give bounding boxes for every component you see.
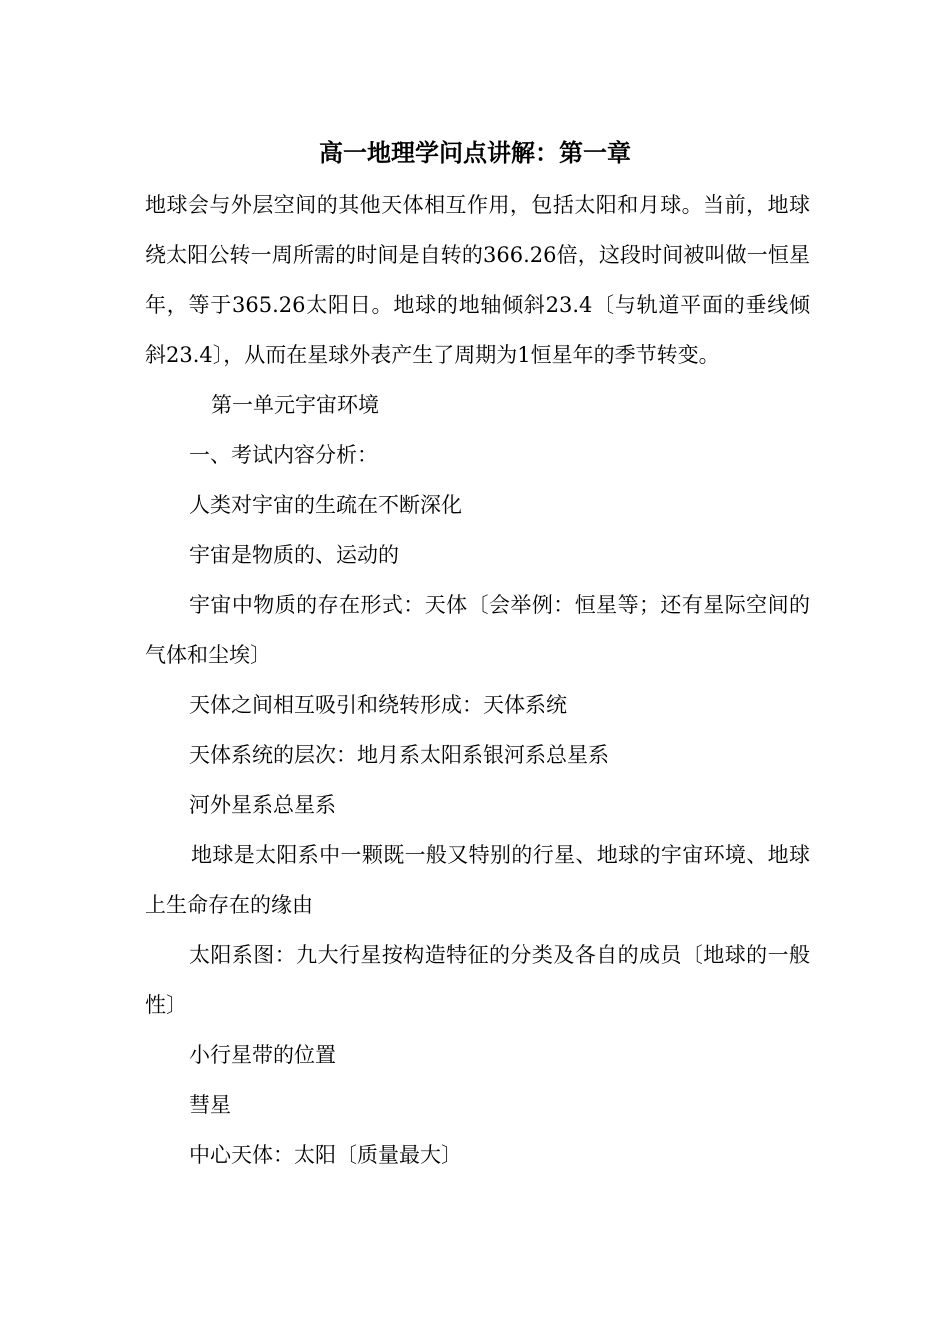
point-paragraph: 中心天体：太阳〔质量最大〕 <box>189 1143 462 1167</box>
point-paragraph: 河外星系总星系 <box>189 793 336 817</box>
point-paragraph: 太阳系图：九大行星按构造特征的分类及各自的成员〔地球的一般性〕 <box>145 943 810 1017</box>
document-body <box>145 180 810 1180</box>
point-paragraph: 彗星 <box>189 1093 231 1117</box>
point-paragraph: 人类对宇宙的生疏在不断深化 <box>189 493 462 517</box>
point-paragraph: 宇宙是物质的、运动的 <box>189 543 399 567</box>
section-heading: 一、考试内容分析： <box>189 443 378 467</box>
point-paragraph: 宇宙中物质的存在形式：天体〔会举例：恒星等；还有星际空间的气体和尘埃〕 <box>145 593 810 667</box>
point-paragraph: 天体系统的层次：地月系太阳系银河系总星系 <box>189 743 609 767</box>
intro-paragraph: 地球会与外层空间的其他天体相互作用，包括太阳和月球。当前，地球绕太阳公转一周所需的时间是自转的366.26倍，这段时间被叫做一恒星年，等于365.26太阳日。地球的地轴倾斜23.4〔与轨道平面的垂线倾斜23.4〕，从而在星球外表产生了周期为1恒星年的季节转变。 <box>145 193 810 367</box>
page-title: 高一地理学问点讲解：第一章 <box>319 138 631 167</box>
point-paragraph: 小行星带的位置 <box>189 1043 336 1067</box>
unit-heading: 第一单元宇宙环境 <box>211 393 379 417</box>
point-paragraph: 地球是太阳系中一颗既一般又特别的行星、地球的宇宙环境、地球上生命存在的缘由 <box>145 843 810 917</box>
point-paragraph: 天体之间相互吸引和绕转形成：天体系统 <box>189 693 567 717</box>
